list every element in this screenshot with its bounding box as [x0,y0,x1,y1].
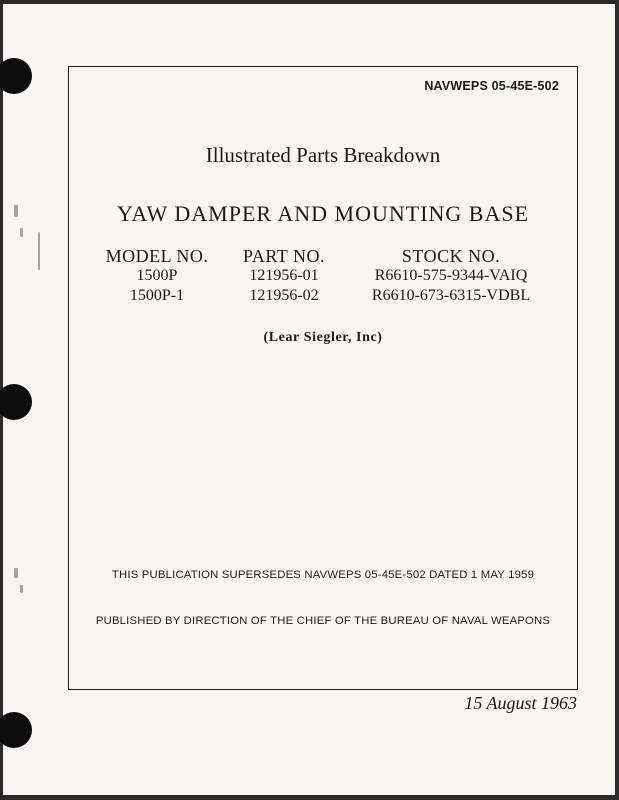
stock-number-column [351,247,551,306]
scan-mark [14,205,18,217]
document-title: YAW DAMPER AND MOUNTING BASE [116,201,530,226]
document-heading: Illustrated Parts Breakdown [205,143,441,167]
document-number: NAVWEPS 05-45E-502 [424,79,559,93]
binder-hole-top [0,58,32,94]
part-number-header: PART NO. [243,246,325,266]
published-notice: PUBLISHED BY DIRECTION OF THE CHIEF OF THE BUREAU OF NAVAL WEAPONS [95,615,551,627]
part-number-value: 121956-01 [249,267,319,284]
scan-mark [20,585,23,593]
supersedes-notice: THIS PUBLICATION SUPERSEDES NAVWEPS 05-45E-502 DATED 1 MAY 1959 [111,569,535,581]
model-number-value: 1500P [136,267,178,284]
stock-number-value: R6610-575-9344-VAIQ [374,267,528,284]
binder-hole-bottom [0,712,32,748]
part-number-value: 121956-02 [249,287,319,304]
manufacturer-name: (Lear Siegler, Inc) [263,330,383,345]
scan-border-top [0,0,619,4]
model-number-column [105,247,209,306]
scan-border-right [615,0,619,800]
scan-mark [14,568,18,578]
stock-number-value: R6610-673-6315-VDBL [371,287,531,304]
binder-hole-middle [0,384,32,420]
model-number-header: MODEL NO. [105,246,209,266]
publication-date: 15 August 1963 [464,693,577,713]
scan-border-bottom [0,795,619,800]
stock-number-header: STOCK NO. [401,246,501,266]
cover-frame [68,66,578,690]
scan-mark [20,228,23,237]
model-number-value: 1500P-1 [129,287,185,304]
scan-mark [38,232,40,270]
part-number-column [229,247,339,306]
